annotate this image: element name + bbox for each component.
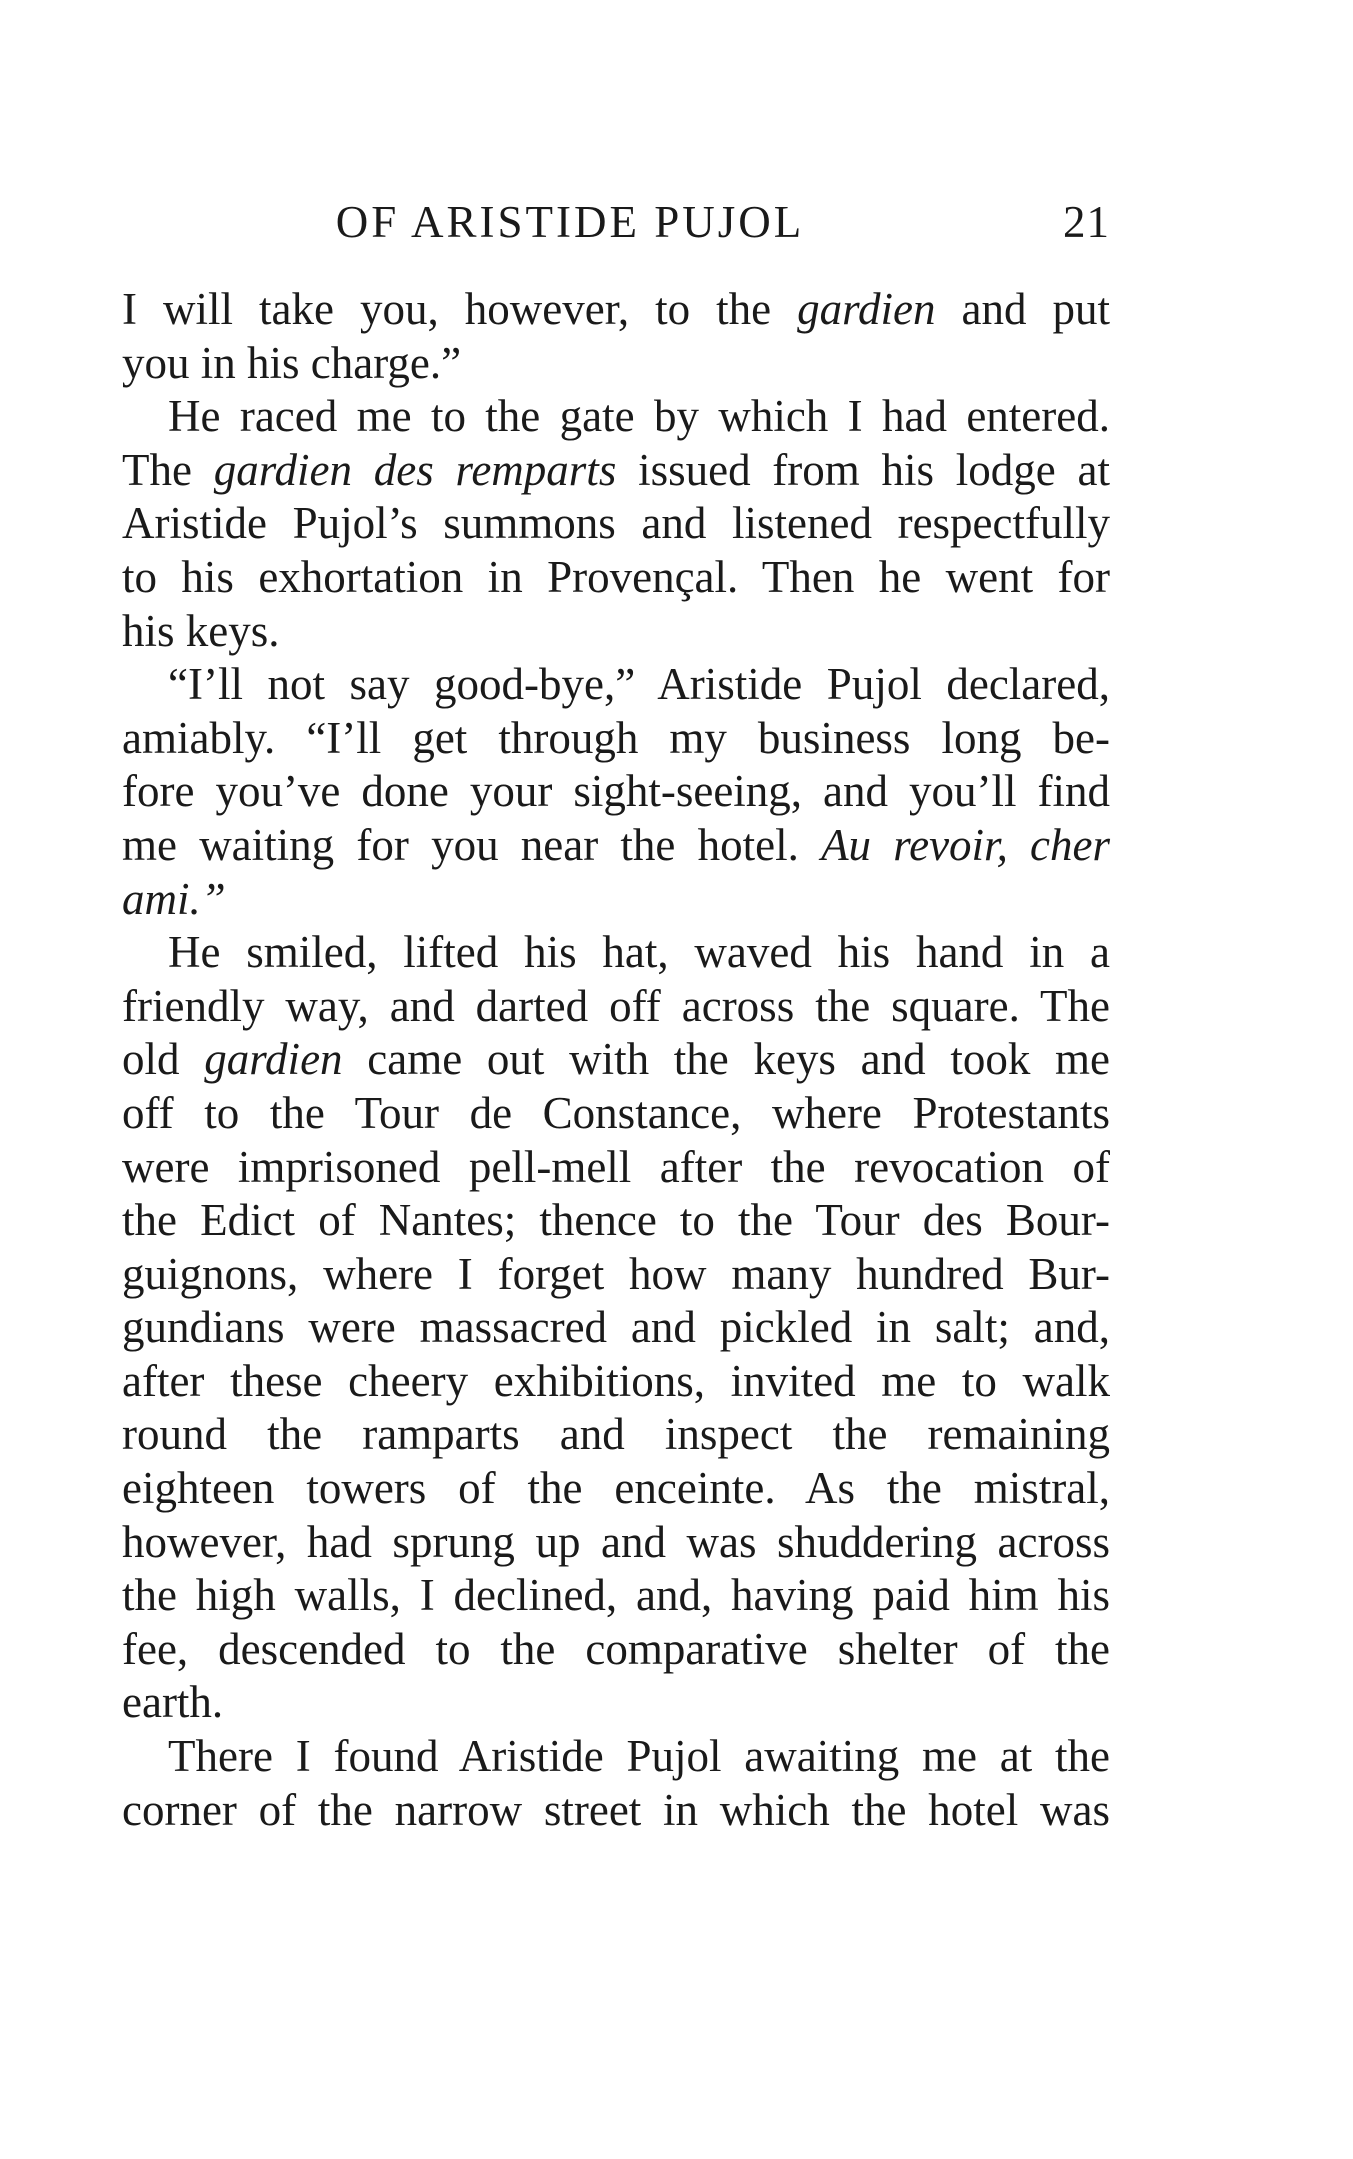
text-run: He raced me to the gate by which I had entered. xyxy=(168,391,1110,442)
text-run: He smiled, lifted his hat, waved his hand in a xyxy=(168,927,1110,978)
text-run: and put xyxy=(935,284,1110,334)
text-run: gundians were massacred and pickled in salt; and, xyxy=(122,1302,1110,1353)
text-run: round the ramparts and inspect the remaining xyxy=(122,1409,1110,1460)
text-run: you in his charge.” xyxy=(122,337,462,388)
text-line xyxy=(122,1730,1110,1784)
text-run: The xyxy=(122,444,214,495)
text-run: however, had sprung up and was shuddering across xyxy=(122,1516,1110,1567)
page-header xyxy=(120,196,1110,256)
paragraph xyxy=(122,390,1110,658)
text-run: “I’ll not say good-bye,” Aristide Pujol declared, xyxy=(168,659,1110,710)
text-line xyxy=(122,712,1110,766)
text-line xyxy=(122,980,1110,1034)
paragraph xyxy=(122,283,1110,390)
text-line xyxy=(122,819,1110,873)
italic-text: Au revoir, cher xyxy=(821,819,1111,870)
text-line xyxy=(122,1408,1110,1462)
text-run: corner of the narrow street in which the hotel was xyxy=(122,1784,1110,1835)
text-line xyxy=(122,1569,1110,1623)
text-line xyxy=(122,497,1110,551)
text-line xyxy=(122,1784,1110,1838)
text-line xyxy=(122,1087,1110,1141)
text-line xyxy=(122,1355,1110,1409)
text-run: fore you’ve done your sight-seeing, and you’ll find xyxy=(122,766,1110,817)
text-line xyxy=(122,926,1110,980)
text-run: earth. xyxy=(122,1677,224,1728)
text-line xyxy=(122,1676,1110,1730)
text-run: fee, descended to the comparative shelter of the xyxy=(122,1623,1110,1674)
text-line xyxy=(122,658,1110,712)
text-line xyxy=(122,1033,1110,1087)
italic-text: gardien xyxy=(204,1034,343,1085)
italic-text: ami.” xyxy=(122,873,226,924)
text-run: amiably. “I’ll get through my business long be- xyxy=(122,712,1110,763)
text-line xyxy=(122,1516,1110,1570)
italic-text: gardien xyxy=(797,284,936,334)
page-number: 21 xyxy=(1063,197,1110,247)
text-line xyxy=(122,444,1110,498)
body-text xyxy=(122,283,1110,1837)
italic-text: gardien des remparts xyxy=(213,444,617,495)
text-run: old xyxy=(122,1034,205,1085)
text-line xyxy=(122,765,1110,819)
text-line xyxy=(122,873,1110,927)
paragraph xyxy=(122,926,1110,1730)
text-run: off to the Tour de Constance, where Protestants xyxy=(122,1087,1110,1138)
text-run: issued from his lodge at xyxy=(616,444,1110,495)
text-run: I will take you, however, to the xyxy=(122,284,798,334)
text-run: his keys. xyxy=(122,605,280,656)
text-run: the Edict of Nantes; thence to the Tour des Bour- xyxy=(122,1195,1110,1246)
text-line xyxy=(122,1194,1110,1248)
text-line xyxy=(122,283,1110,337)
text-run: were imprisoned pell-mell after the revocation of xyxy=(122,1141,1110,1192)
text-run: the high walls, I declined, and, having paid him his xyxy=(122,1570,1110,1621)
text-run: eighteen towers of the enceinte. As the mistral, xyxy=(122,1463,1110,1514)
text-run: guignons, where I forget how many hundred Bur- xyxy=(122,1248,1110,1299)
text-run: came out with the keys and took me xyxy=(342,1034,1110,1085)
text-run: There I found Aristide Pujol awaiting me at the xyxy=(168,1731,1110,1782)
text-line xyxy=(122,1623,1110,1677)
text-line xyxy=(122,1141,1110,1195)
text-line xyxy=(122,1462,1110,1516)
text-run: friendly way, and darted off across the square. The xyxy=(122,980,1110,1031)
text-line xyxy=(122,605,1110,659)
text-line xyxy=(122,337,1110,391)
running-head: OF ARISTIDE PUJOL xyxy=(335,197,805,247)
text-run: after these cheery exhibitions, invited me to walk xyxy=(122,1355,1110,1406)
text-line xyxy=(122,1248,1110,1302)
text-run: me waiting for you near the hotel. xyxy=(122,819,822,870)
text-run: Aristide Pujol’s summons and listened respectfully xyxy=(122,498,1110,549)
paragraph xyxy=(122,658,1110,926)
text-line xyxy=(122,1301,1110,1355)
text-line xyxy=(122,390,1110,444)
paragraph xyxy=(122,1730,1110,1837)
text-line xyxy=(122,551,1110,605)
text-run: to his exhortation in Provençal. Then he went for xyxy=(122,551,1110,602)
